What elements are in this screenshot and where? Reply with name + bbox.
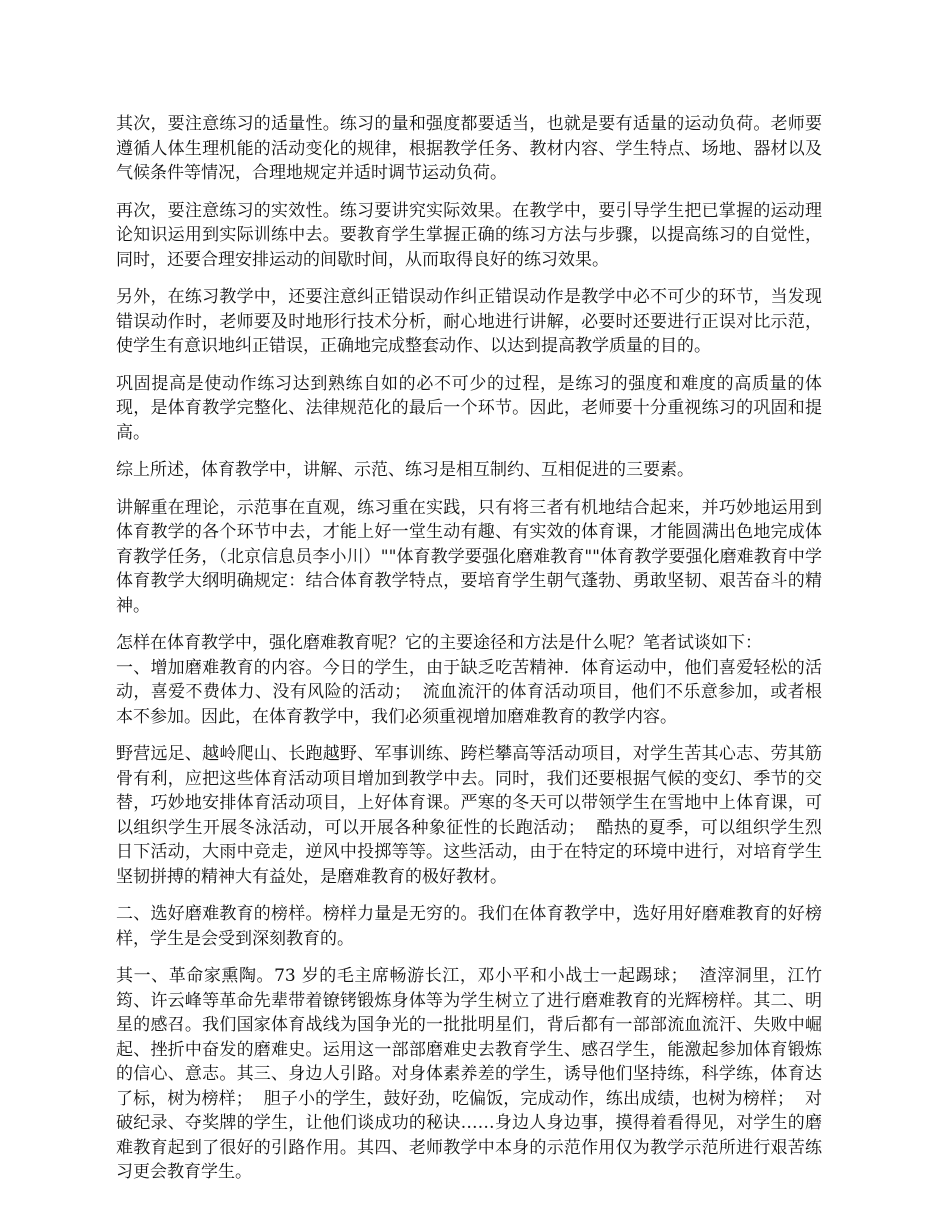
paragraph: 二、选好磨难教育的榜样。榜样力量是无穷的。我们在体育教学中，选好用好磨难教育的好榜样，学生是会受到深刻教育的。 [116,904,822,949]
paragraph: 讲解重在理论，示范事在直观，练习重在实践，只有将三者有机地结合起来，并巧妙地运用到体育教学的各个环节中去，才能上好一堂生动有趣、有实效的体育课，才能圆满出色地完成体育教学任务，（北京信息员李小川）""体育教学要强化磨难教育""体育教学要强化磨难教育中学体育教学大纲明确规定：结合体育教学特点，要培育学生朝气蓬勃、勇敢坚韧、艰苦奋斗的精神。 [116,497,822,616]
paragraph: 巩固提高是使动作练习达到熟练自如的必不可少的过程，是练习的强度和难度的高质量的体现，是体育教学完整化、法律规范化的最后一个环节。因此，老师要十分重视练习的巩固和提高。 [116,373,822,443]
paragraph: 怎样在体育教学中，强化磨难教育呢？它的主要途径和方法是什么呢？笔者试谈如下： 一、增加磨难教育的内容。今日的学生，由于缺乏吃苦精神．体育运动中，他们喜爱轻松的活动，喜爱不费体力、没有风险的活动； 流血流汗的体育活动项目，他们不乐意参加，或者根本不参加。因此，在体育教学中，我们必须重视增加磨难教育的教学内容。 [116,633,822,727]
paragraph: 再次，要注意练习的实效性。练习要讲究实际效果。在教学中，要引导学生把已掌握的运动理论知识运用到实际训练中去。要教育学生掌握正确的练习方法与步骤，以提高练习的自觉性，同时，还要合理安排运动的间歇时间，从而取得良好的练习效果。 [116,200,822,270]
paragraph: 综上所述，体育教学中，讲解、示范、练习是相互制约、互相促进的三要素。 [116,460,694,480]
paragraph: 野营远足、越岭爬山、长跑越野、军事训练、跨栏攀高等活动项目，对学生苦其心志、劳其筋骨有利，应把这些体育活动项目增加到教学中去。同时，我们还要根据气候的变幻、季节的交替，巧妙地安排体育活动项目，上好体育课。严寒的冬天可以带领学生在雪地中上体育课，可以组织学生开展冬泳活动，可以开展各种象征性的长跑活动； 酷热的夏季，可以组织学生烈日下活动，大雨中竞走，逆风中投掷等等。这些活动，由于在特定的环境中进行，对培育学生坚韧拼搏的精神大有益处，是磨难教育的极好教材。 [116,744,822,887]
paragraph: 其次，要注意练习的适量性。练习的量和强度都要适当，也就是要有适量的运动负荷。老师要遵循人体生理机能的活动变化的规律，根据教学任务、教材内容、学生特点、场地、器材以及气候条件等情况，合理地规定并适时调节运动负荷。 [116,114,822,183]
paragraph: 其一、革命家熏陶。73 岁的毛主席畅游长江，邓小平和小战士一起踢球； 渣滓洞里，江竹筠、许云峰等革命先辈带着镣铐锻炼身体等为学生树立了进行磨难教育的光辉榜样。其二、明星的感召。我们国家体育战线为国争光的一批批明星们，背后都有一部部流血流汗、失败中崛起、挫折中奋发的磨难史。运用这一部部磨难史去教育学生、感召学生，能激起参加体育锻炼的信心、意志。其三、身边人引路。对身体素养差的学生，诱导他们坚持练，科学练，体育达了标，树为榜样； 胆子小的学生，鼓好劲，吃偏饭，完成动作，练出成绩，也树为榜样； 对破纪录、夺奖牌的学生，让他们谈成功的秘诀……身边人身边事，摸得着看得见，对学生的磨难教育起到了很好的引路作用。其四、老师教学中本身的示范作用仅为教学示范所进行艰苦练习更会教育学生。 [116,966,822,1182]
paragraph: 另外，在练习教学中，还要注意纠正错误动作纠正错误动作是教学中必不可少的环节，当发现错误动作时，老师要及时地形行技术分析，耐心地进行讲解，必要时还要进行正误对比示范，使学生有意识地纠正错误，正确地完成整套动作、以达到提高教学质量的目的。 [116,287,822,356]
